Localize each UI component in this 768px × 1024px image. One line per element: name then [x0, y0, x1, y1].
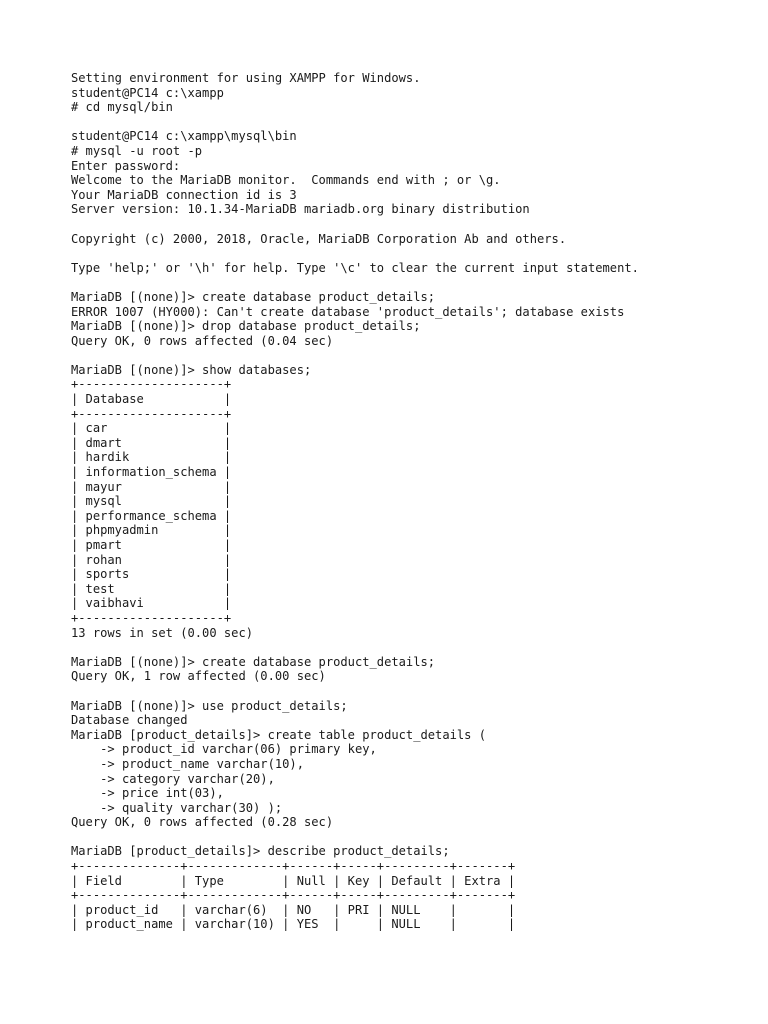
transcript-line: -> product_id varchar(06) primary key,	[71, 742, 377, 757]
transcript-line: | product_name | varchar(10) | YES | | NULL | |	[71, 917, 516, 932]
transcript-line: Type 'help;' or '\h' for help. Type '\c' to clear the current input statement.	[71, 260, 639, 275]
transcript-line	[71, 217, 751, 232]
transcript-line: -> category varchar(20),	[71, 771, 275, 786]
transcript-line: | vaibhavi |	[71, 596, 232, 611]
transcript-line: | Database |	[71, 392, 232, 407]
transcript-line: Setting environment for using XAMPP for Windows.	[71, 71, 421, 85]
transcript-line: +--------------------+	[71, 377, 232, 392]
transcript-line: MariaDB [(none)]> create database product_details;	[71, 289, 436, 304]
transcript-line: Welcome to the MariaDB monitor. Commands end with ; or \g.	[71, 173, 501, 188]
transcript-line: +--------------+-------------+------+-----+---------+-------+	[71, 859, 516, 874]
transcript-line: Copyright (c) 2000, 2018, Oracle, MariaDB Corporation Ab and others.	[71, 231, 567, 246]
transcript-line: +--------------------+	[71, 610, 232, 625]
transcript-line: | mysql |	[71, 494, 232, 509]
transcript-line: Query OK, 1 row affected (0.00 sec)	[71, 669, 326, 684]
transcript-line: | pmart |	[71, 538, 232, 552]
transcript-line: -> product_name varchar(10),	[71, 756, 304, 771]
transcript-line: | product_id | varchar(6) | NO | PRI | NULL | |	[71, 902, 516, 917]
transcript-line	[71, 830, 751, 845]
transcript-line: MariaDB [(none)]> create database product_details;	[71, 654, 436, 669]
transcript-line: Your MariaDB connection id is 3	[71, 187, 297, 202]
transcript-line: Query OK, 0 rows affected (0.28 sec)	[71, 815, 334, 830]
transcript-line: | test |	[71, 581, 232, 596]
transcript-line: MariaDB [(none)]> show databases;	[71, 362, 312, 377]
transcript-line: +--------------+-------------+------+-----+---------+-------+	[71, 888, 516, 903]
transcript-line: | phpmyadmin |	[71, 523, 232, 538]
transcript-line: # mysql -u root -p	[71, 143, 203, 158]
transcript-line	[71, 275, 751, 290]
transcript-line: Server version: 10.1.34-MariaDB mariadb.org binary distribution	[71, 202, 530, 217]
transcript-line: MariaDB [(none)]> use product_details;	[71, 698, 348, 713]
transcript-line: student@PC14 c:\xampp\mysql\bin	[71, 129, 297, 144]
transcript-line	[71, 246, 751, 261]
transcript-line	[71, 115, 751, 130]
transcript-line: Query OK, 0 rows affected (0.04 sec)	[71, 333, 334, 348]
transcript-line: | hardik |	[71, 450, 232, 465]
transcript-line: | mayur |	[71, 479, 232, 494]
transcript-line: # cd mysql/bin	[71, 100, 173, 115]
transcript-line: Enter password:	[71, 158, 181, 173]
transcript-line	[71, 640, 751, 655]
transcript-line: MariaDB [product_details]> describe product_details;	[71, 844, 450, 859]
transcript-line: | rohan |	[71, 552, 232, 567]
transcript-line: | performance_schema |	[71, 508, 232, 523]
transcript-line: ERROR 1007 (HY000): Can't create database 'product_details'; database exists	[71, 304, 625, 319]
transcript-line: MariaDB [(none)]> drop database product_details;	[71, 319, 421, 334]
transcript-line: | information_schema |	[71, 465, 232, 480]
transcript-line	[71, 684, 751, 699]
transcript-line: MariaDB [product_details]> create table product_details (	[71, 727, 487, 742]
transcript-line: | sports |	[71, 567, 232, 582]
transcript-line: student@PC14 c:\xampp	[71, 85, 224, 100]
transcript-line	[71, 348, 751, 363]
transcript-line: -> price int(03),	[71, 786, 224, 801]
transcript-line: Database changed	[71, 713, 188, 728]
transcript-line: | car |	[71, 421, 232, 436]
transcript-line: -> quality varchar(30) );	[71, 800, 283, 815]
transcript-line: 13 rows in set (0.00 sec)	[71, 625, 254, 640]
terminal-transcript	[71, 71, 751, 932]
transcript-line: | dmart |	[71, 435, 232, 450]
transcript-line: +--------------------+	[71, 406, 232, 421]
transcript-line: | Field | Type | Null | Key | Default | Extra |	[71, 873, 516, 888]
